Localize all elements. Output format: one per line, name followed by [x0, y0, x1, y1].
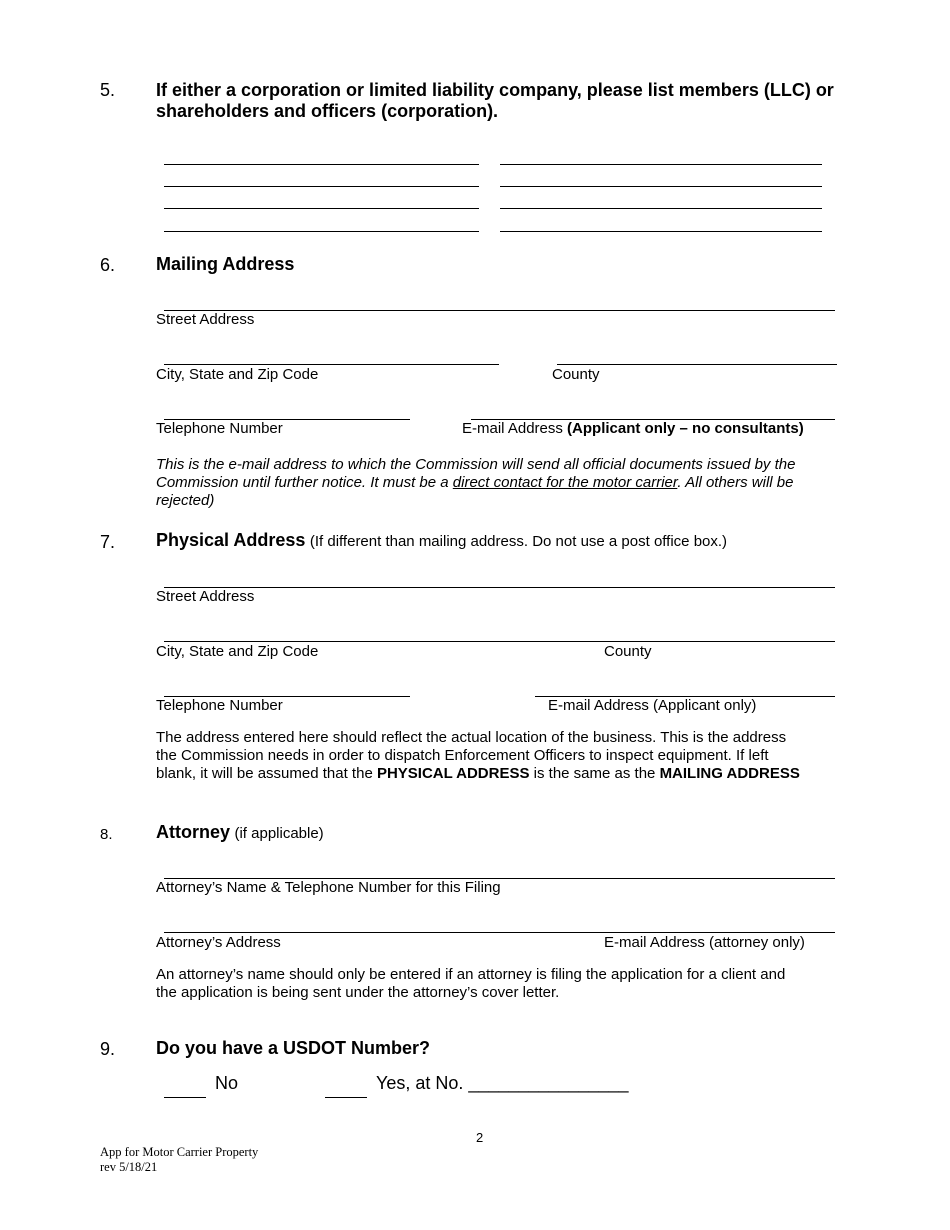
footer-revision: rev 5/18/21	[100, 1160, 158, 1174]
physical-street-field[interactable]	[164, 587, 835, 588]
mailing-street-label: Street Address	[156, 311, 255, 328]
question-8-subtitle: (if applicable)	[234, 825, 324, 842]
physical-street-label: Street Address	[156, 588, 255, 605]
physical-city-county-field[interactable]	[164, 641, 835, 642]
member-title-line-1[interactable]	[500, 164, 822, 165]
question-5-heading-line1: If either a corporation or limited liability company, please list members (LLC) or	[156, 80, 834, 100]
attorney-address-email-field[interactable]	[164, 932, 835, 933]
member-title-line-2[interactable]	[500, 186, 822, 187]
usdot-yes-number-field[interactable]: Yes, at No. ________________	[376, 1073, 629, 1093]
mailing-email-note: (Applicant only – no consultants)	[567, 420, 804, 437]
question-6-number: 6.	[100, 255, 116, 275]
attorney-name-phone-label: Attorney’s Name & Telephone Number for this Filing	[156, 879, 501, 896]
mailing-city-state-zip-label: City, State and Zip Code	[156, 366, 319, 383]
mailing-email-notice-line1: This is the e-mail address to which the Commission will send all official documents issued by the	[156, 456, 796, 473]
question-8-number: 8.	[100, 826, 113, 843]
question-7-heading: Physical Address (If different than mailing address. Do not use a post office box.)	[156, 530, 728, 550]
physical-email-label: E-mail Address (Applicant only)	[548, 697, 757, 714]
page-number: 2	[476, 1130, 484, 1145]
physical-county-label: County	[604, 643, 652, 660]
footer-form-name: App for Motor Carrier Property	[100, 1145, 259, 1159]
attorney-note-line1: An attorney’s name should only be entered if an attorney is filing the application for a client and	[156, 966, 786, 983]
member-title-line-3[interactable]	[500, 208, 822, 209]
member-name-line-4[interactable]	[164, 231, 479, 232]
question-5-heading-line2: shareholders and officers (corporation).	[156, 101, 499, 121]
physical-address-note-line2: the Commission needs in order to dispatch Enforcement Officers to inspect equipment. If left	[156, 747, 769, 764]
attorney-address-label: Attorney’s Address	[156, 934, 281, 951]
mailing-street-field[interactable]	[164, 310, 835, 311]
mailing-email-notice-line2: Commission until further notice. It must be a direct contact for the motor carrier. All others will be	[156, 474, 794, 491]
usdot-yes-blank[interactable]	[325, 1097, 367, 1098]
question-7-number: 7.	[100, 532, 116, 552]
usdot-no-label: No	[215, 1073, 239, 1093]
usdot-no-blank[interactable]	[164, 1097, 206, 1098]
attorney-note-line2: the application is being sent under the attorney’s cover letter.	[156, 984, 560, 1001]
member-name-line-3[interactable]	[164, 208, 479, 209]
physical-city-state-zip-label: City, State and Zip Code	[156, 643, 319, 660]
question-9-number: 9.	[100, 1039, 116, 1059]
mailing-email-label: E-mail Address (Applicant only – no consultants)	[462, 420, 804, 437]
mailing-county-label: County	[552, 366, 600, 383]
direct-contact-emphasis: direct contact for the motor carrier	[452, 474, 678, 491]
physical-address-note-line3: blank, it will be assumed that the PHYSICAL ADDRESS is the same as the MAILING ADDRESS	[156, 765, 800, 782]
question-6-heading: Mailing Address	[156, 254, 295, 274]
question-8-heading: Attorney (if applicable)	[156, 822, 324, 842]
question-9-heading: Do you have a USDOT Number?	[156, 1038, 431, 1058]
member-name-line-2[interactable]	[164, 186, 479, 187]
member-name-line-1[interactable]	[164, 164, 479, 165]
mailing-city-state-zip-field[interactable]	[164, 364, 499, 365]
question-5-number: 5.	[100, 80, 116, 100]
physical-address-note-line1: The address entered here should reflect the actual location of the business. This is the address	[156, 729, 787, 746]
question-7-subtitle: (If different than mailing address. Do not use a post office box.)	[309, 533, 728, 550]
member-title-line-4[interactable]	[500, 231, 822, 232]
mailing-telephone-label: Telephone Number	[156, 420, 283, 437]
physical-telephone-label: Telephone Number	[156, 697, 283, 714]
mailing-email-notice-line3: rejected)	[156, 492, 215, 509]
mailing-county-field[interactable]	[557, 364, 837, 365]
attorney-email-label: E-mail Address (attorney only)	[604, 934, 805, 951]
